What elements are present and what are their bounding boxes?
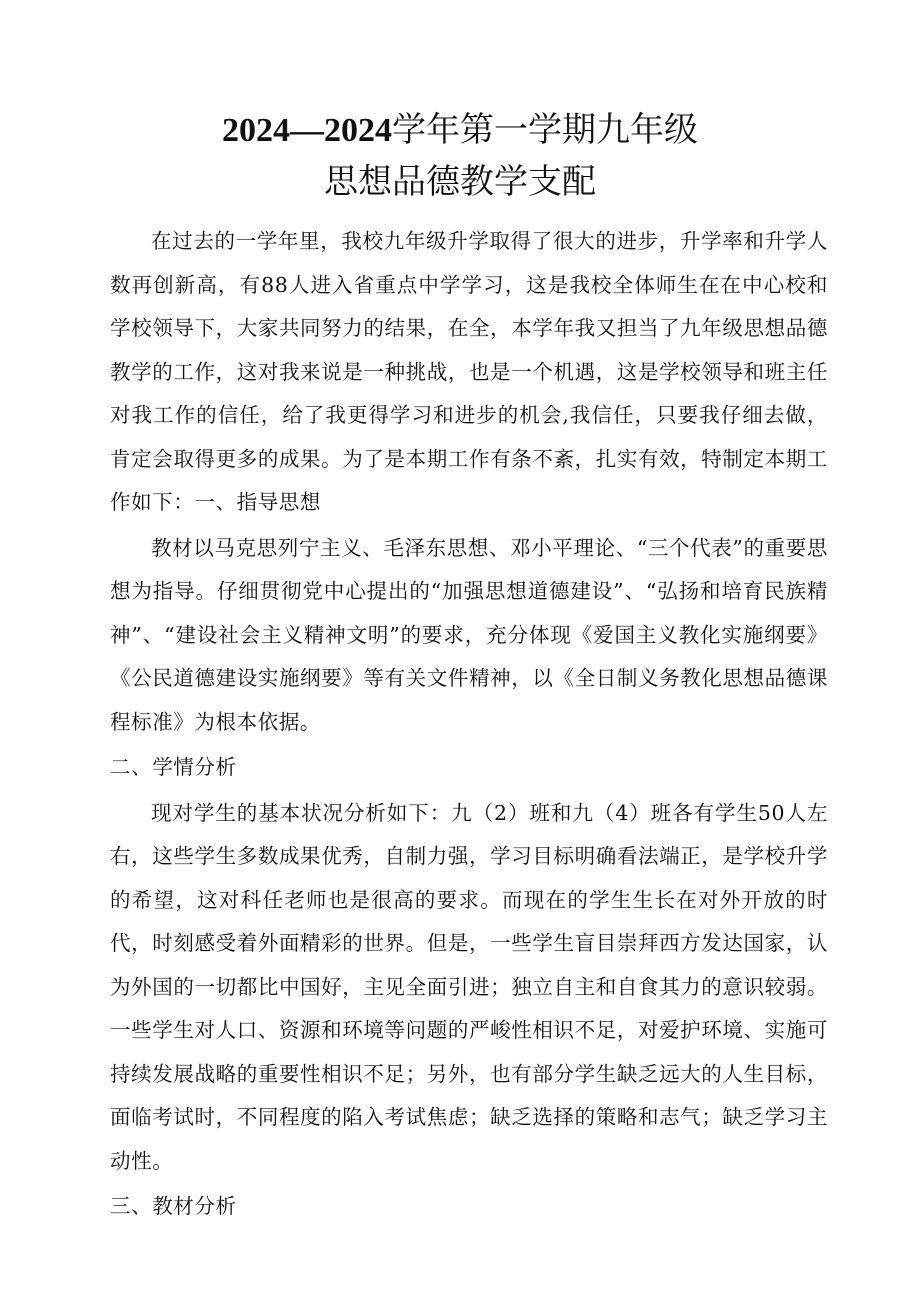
title-term-text: 学年第一学期九年级 xyxy=(392,110,698,150)
document-title-line-1 xyxy=(0,110,920,151)
paragraph-student-analysis: 现对学生的基本状况分析如下：九（2）班和九（4）班各有学生50人左右，这些学生多数成果优秀，自制力强，学习目标明确看法端正，是学校升学的希望，这对科任老师也是很高的要求。而现在的学生生长在对外开放的时代，时刻感受着外面精彩的世界。但是，一些学生盲目崇拜西方发达国家，认为外国的一切都比中国好，主见全面引进；独立自主和自食其力的意识较弱。一些学生对人口、资源和环境等问题的严峻性相识不足，对爱护环境、实施可持续发展战略的重要性相识不足；另外，也有部分学生缺乏远大的人生目标，面临考试时，不同程度的陷入考试焦虑；缺乏选择的策略和志气；缺乏学习主动性。 xyxy=(110,800,829,1173)
document-body xyxy=(110,220,828,1229)
paragraph-guiding-ideology: 教材以马克思列宁主义、毛泽东思想、邓小平理论、“三个代表”的重要思想为指导。仔细贯彻党中心提出的“加强思想道德建设”、“弘扬和培育民族精神”、“建设社会主义精神文明”的要求，充分体现《爱国主义教化实施纲要》《公民道德建设实施纲要》等有关文件精神，以《全日制义务教化思想品德课程标准》为根本依据。 xyxy=(110,535,828,734)
paragraph-intro: 在过去的一学年里，我校九年级升学取得了很大的进步，升学率和升学人数再创新高，有88人进入省重点中学学习，这是我校全体师生在在中心校和学校领导下，大家共同努力的结果，在全，本学年我又担当了九年级思想品德教学的工作，这对我来说是一种挑战，也是一个机遇，这是学校领导和班主任对我工作的信任，给了我更得学习和进步的机会,我信任，只要我仔细去做，肯定会取得更多的成果。为了是本期工作有条不紊，扎实有效，特制定本期工作如下：一、指导思想 xyxy=(110,229,828,514)
section-heading-student-analysis: 二、学情分析 xyxy=(110,755,237,779)
document-title-line-2: 思想品德教学支配 xyxy=(324,162,596,202)
title-year-range: 2024—2024 xyxy=(222,112,392,149)
section-heading-textbook-analysis: 三、教材分析 xyxy=(110,1194,237,1218)
